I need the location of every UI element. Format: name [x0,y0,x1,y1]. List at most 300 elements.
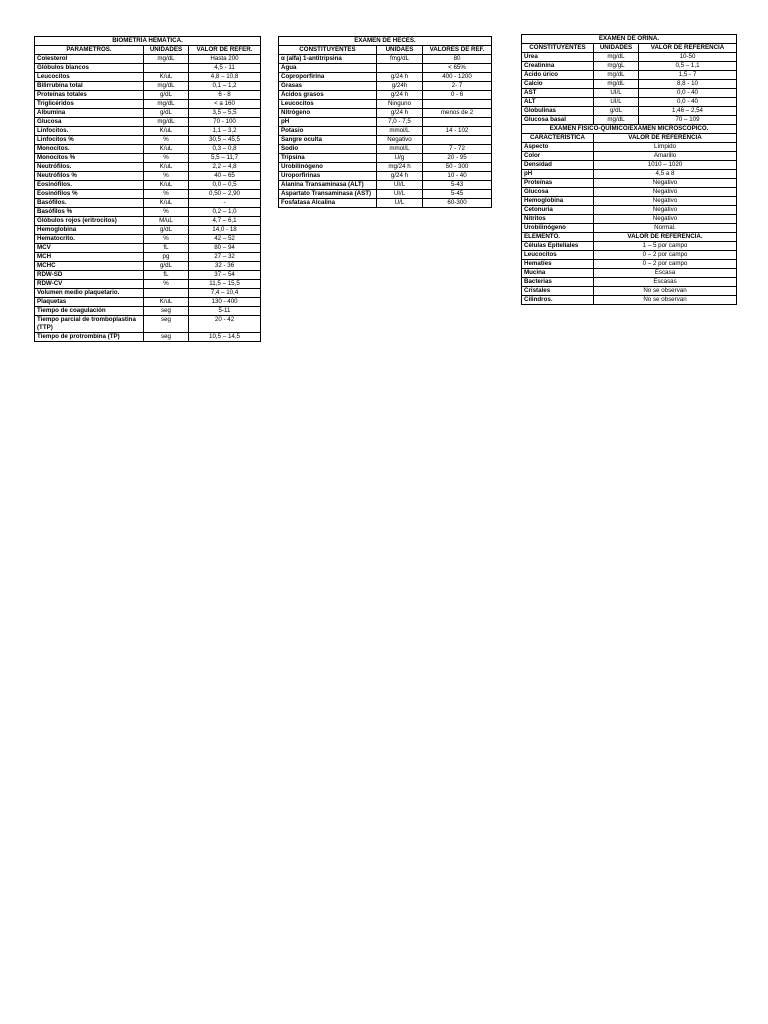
row-label: Hematíes [522,260,594,269]
table-row [35,244,261,253]
column-header: UNIDAES [377,46,423,55]
table-row [35,181,261,190]
row-value: 7 - 72 [423,145,492,154]
row-label: Ácidos grasos [279,91,377,100]
table-row [35,55,261,64]
table-row [522,98,737,107]
row-value: No se observan [594,296,737,305]
row-value: 5-45 [423,190,492,199]
row-value: 0,3 – 0,8 [189,145,261,154]
row-label: Células Epiteliales [522,242,594,251]
table-row [35,136,261,145]
row-label: Hemoglobina [522,197,594,206]
column-header: UNIDADES [144,46,189,55]
row-value: 70 – 109 [639,116,737,125]
table-row [522,206,737,215]
table-row [35,82,261,91]
table-row [279,127,492,136]
table-row [279,100,492,109]
table-row [35,145,261,154]
row-value: menos de 2 [423,109,492,118]
table-row [522,296,737,305]
row-value: 5-11 [189,307,261,316]
row-value: g/24 h [377,172,423,181]
row-label: Alanina Transaminasa (ALT) [279,181,377,190]
row-value: 130 - 400 [189,298,261,307]
row-value: 5,5 – 11,7 [189,154,261,163]
row-label: Basófilos. [35,199,144,208]
row-value: 1 – 5 por campo [594,242,737,251]
row-value: K/uL [144,181,189,190]
table-row [522,161,737,170]
row-value: 0,50 – 2,90 [189,190,261,199]
row-label: Urobilinógeno [279,163,377,172]
table-row [522,80,737,89]
row-value: 70 - 100 [189,118,261,127]
row-value: mg/dL [594,80,639,89]
column-header: VALOR DE REFERENCIA. [594,233,737,242]
row-value: No se observan [594,287,737,296]
table-row [522,215,737,224]
row-value: Negativo [594,188,737,197]
table-row [522,89,737,98]
row-label: Aspartato Transaminasa (AST) [279,190,377,199]
column-header: UNIDADES [594,44,639,53]
row-value [144,289,189,298]
row-value: mg/dL [144,55,189,64]
row-label: Proteínas [522,179,594,188]
examen-heces-table [278,36,492,208]
table-row [35,235,261,244]
table-row [35,109,261,118]
row-label: Glóbulos blancos [35,64,144,73]
row-value: mmol/L [377,127,423,136]
row-value [423,118,492,127]
row-label: Glucosa basal [522,116,594,125]
row-value: mmol/L [377,145,423,154]
row-value: K/uL [144,145,189,154]
row-value: % [144,154,189,163]
row-value: 10 - 40 [423,172,492,181]
row-value: 2,2 – 4,8 [189,163,261,172]
row-label: Monocitos. [35,145,144,154]
table-row [279,109,492,118]
row-value: 0,5 – 1,1 [639,62,737,71]
row-label: Eosinófilos. [35,181,144,190]
row-value: Negativo [594,215,737,224]
row-label: Color [522,152,594,161]
row-label: MCV [35,244,144,253]
row-value [377,64,423,73]
row-value: seg [144,333,189,342]
row-value: 8,8 - 10 [639,80,737,89]
table-row [279,118,492,127]
table-row [35,100,261,109]
row-label: Tiempo de coagulación [35,307,144,316]
row-value: mg/dL [594,116,639,125]
row-value: 37 – 54 [189,271,261,280]
row-value: g/24h [377,82,423,91]
row-value: 7,4 – 10,4 [189,289,261,298]
table-row [35,199,261,208]
row-label: AST [522,89,594,98]
table-row [35,271,261,280]
table-row [35,262,261,271]
row-label: Tripsina [279,154,377,163]
table-row [522,53,737,62]
row-value: < a 160 [189,100,261,109]
table-row [35,190,261,199]
table-row [279,136,492,145]
row-value: U/L [377,199,423,208]
table-row [279,91,492,100]
row-label: Coproporfirina [279,73,377,82]
row-label: Triglicéridos [35,100,144,109]
row-label: RDW-SD [35,271,144,280]
table-body [522,53,737,125]
column-header: PARÁMETROS. [35,46,144,55]
row-label: Proteínas totales [35,91,144,100]
section-title: EXAMEN FÍSICO-QUÍMICO/EXAMEN MICROSCÓPICO. [522,125,737,134]
row-label: Cetonuria [522,206,594,215]
table-row [279,181,492,190]
row-value: fL [144,271,189,280]
row-value: 0 - 6 [423,91,492,100]
row-value: U/g [377,154,423,163]
row-value: seg [144,316,189,333]
row-value: 400 - 1200 [423,73,492,82]
table-row [279,163,492,172]
row-label: Calcio [522,80,594,89]
row-label: Cilindros. [522,296,594,305]
table-row [522,71,737,80]
row-value: 42 – 52 [189,235,261,244]
row-label: Bacterias [522,278,594,287]
row-label: pH [279,118,377,127]
column-header: ELEMENTO. [522,233,594,242]
row-value: Escasas [594,278,737,287]
row-value: 0,2 – 1,0 [189,208,261,217]
row-value: 50 - 300 [423,163,492,172]
row-value: 4,7 – 6,1 [189,217,261,226]
row-value: Normal. [594,224,737,233]
row-value: % [144,235,189,244]
row-value: 0,0 – 0,5 [189,181,261,190]
table-row [35,172,261,181]
table-row [35,163,261,172]
row-label: Leucocitos [35,73,144,82]
row-value: 1010 – 1020 [594,161,737,170]
row-value: UI/L [594,98,639,107]
table-row [35,289,261,298]
table-row [35,226,261,235]
row-value: 80 [423,55,492,64]
row-value: K/uL [144,199,189,208]
row-label: Potasio [279,127,377,136]
table-row [522,179,737,188]
table-row [35,127,261,136]
table-row [35,91,261,100]
column-header: VALORES DE REF. [423,46,492,55]
table-body [522,242,737,305]
row-value: 14 - 102 [423,127,492,136]
row-label: Basófilos % [35,208,144,217]
biometria-hematica-table [34,36,261,342]
row-label: Tiempo parcial de tromboplastina (TTP) [35,316,144,333]
table-row [522,143,737,152]
row-value: Amarillo [594,152,737,161]
row-label: Fosfatasa Alcalina [279,199,377,208]
table-row [35,154,261,163]
row-value: UI/L [377,190,423,199]
row-value: Escasa [594,269,737,278]
row-label: Hematocrito. [35,235,144,244]
table-body [522,143,737,233]
row-value: 4,8 – 10,8 [189,73,261,82]
row-value: 0,0 - 40 [639,98,737,107]
table-row [522,62,737,71]
column-header: VALOR DE REFER. [189,46,261,55]
el-section [522,233,737,242]
table-row [522,260,737,269]
row-value: 3,5 – 5,5 [189,109,261,118]
table-row [279,190,492,199]
row-value: < 65% [423,64,492,73]
table-row [522,152,737,161]
row-label: Nitrógeno [279,109,377,118]
row-label: Eosinófilos % [35,190,144,199]
row-value: K/uL [144,163,189,172]
row-value: 2- 7 [423,82,492,91]
row-value: % [144,208,189,217]
row-label: Densidad [522,161,594,170]
row-label: Urea [522,53,594,62]
table-row [35,118,261,127]
row-value [423,100,492,109]
row-label: Tiempo de protrombina (TP) [35,333,144,342]
row-value: fL [144,244,189,253]
row-value: Ninguno [377,100,423,109]
table-row [522,242,737,251]
table-row [522,287,737,296]
row-value: mg/dL [594,53,639,62]
table-title: EXAMEN DE ORINA. [522,35,737,44]
row-label: Sodio [279,145,377,154]
column-header: CONSTITUYENTES [522,44,594,53]
row-label: pH [522,170,594,179]
table-row [35,64,261,73]
row-value: g/24 h [377,73,423,82]
row-value [144,64,189,73]
row-value: % [144,190,189,199]
row-value: 60-300 [423,199,492,208]
table-row [522,107,737,116]
row-label: Cristales [522,287,594,296]
row-value: K/uL [144,127,189,136]
row-value: mg/gL [594,62,639,71]
row-label: RDW-CV [35,280,144,289]
row-label: α (alfa) 1-antitripsina [279,55,377,64]
row-value: UI/L [377,181,423,190]
row-value: seg [144,307,189,316]
row-label: Glóbulos rojos (eritrocitos) [35,217,144,226]
table-title: BIOMETRÍA HEMÁTICA. [35,37,261,46]
row-label: Agua [279,64,377,73]
table-row [35,333,261,342]
row-label: Neutrófilos % [35,172,144,181]
row-value: 0 – 2 por campo [594,260,737,269]
table-row [279,199,492,208]
row-value: 1,1 – 3,2 [189,127,261,136]
row-value: M/uL [144,217,189,226]
row-value: mg/dL [594,71,639,80]
row-label: Sangre oculta [279,136,377,145]
row-value: g/24 h [377,109,423,118]
row-value: Límpido [594,143,737,152]
row-value: g/dL [144,91,189,100]
table-row [522,269,737,278]
row-label: Hemoglobina [35,226,144,235]
row-value: g/dL [144,262,189,271]
table-row [35,280,261,289]
table-row [35,217,261,226]
table-row [522,188,737,197]
row-label: MCHC [35,262,144,271]
row-value: Negativo [377,136,423,145]
row-value: g/24 h [377,91,423,100]
table-row [522,116,737,125]
row-value: 0 – 2 por campo [594,251,737,260]
row-value: 5-43 [423,181,492,190]
table-row [35,73,261,82]
row-value: 4,5 a 8 [594,170,737,179]
row-label: Uroporfirinas [279,172,377,181]
row-value: mg/dL [144,118,189,127]
row-value: g/dL [144,226,189,235]
row-label: Bilirrubina total [35,82,144,91]
row-value: 0,0 - 40 [639,89,737,98]
table-title: EXAMEN DE HECES. [279,37,492,46]
row-value: 40 – 65 [189,172,261,181]
row-label: Glucosa [522,188,594,197]
row-value: 20 - 95 [423,154,492,163]
row-value [423,136,492,145]
row-value: 1,5 - 7 [639,71,737,80]
row-label: Creatinina [522,62,594,71]
row-value: 10-50 [639,53,737,62]
table-row [35,253,261,262]
row-value: % [144,136,189,145]
row-label: Neutrófilos. [35,163,144,172]
examen-orina-table [521,34,737,305]
table-row [522,197,737,206]
row-value: 1,46 – 2,54 [639,107,737,116]
row-value: 80 – 94 [189,244,261,253]
row-value: Negativo [594,179,737,188]
row-label: ALT [522,98,594,107]
table-row [35,208,261,217]
row-label: Linfocitos % [35,136,144,145]
row-label: Volumen medio plaquetario. [35,289,144,298]
table-row [522,251,737,260]
table-row [35,316,261,333]
row-label: Globulinas [522,107,594,116]
table-row [522,224,737,233]
row-value: 11,5 – 15,5 [189,280,261,289]
row-value: 32 - 36 [189,262,261,271]
row-value: 10,5 – 14,5 [189,333,261,342]
row-label: Monocitos % [35,154,144,163]
row-value: 6 - 8 [189,91,261,100]
table-row [35,307,261,316]
row-value: mg/24 h [377,163,423,172]
row-value: pg [144,253,189,262]
table-row [279,172,492,181]
row-value: 30,5 – 45,5 [189,136,261,145]
row-label: Mucina [522,269,594,278]
row-value: UI/L [594,89,639,98]
row-value: g/dL [594,107,639,116]
row-value: Negativo [594,197,737,206]
row-label: Leucocitos [279,100,377,109]
row-value: 0,1 – 1,2 [189,82,261,91]
table-row [279,55,492,64]
row-value: 14,0 - 18 [189,226,261,235]
table-row [279,145,492,154]
row-label: MCH [35,253,144,262]
row-value: 20 - 42 [189,316,261,333]
row-label: Urobilinógeno [522,224,594,233]
column-header: CARACTERÍSTICA [522,134,594,143]
row-value: Negativo [594,206,737,215]
row-label: Nitritos [522,215,594,224]
row-value: Hasta 200 [189,55,261,64]
row-value: 27 – 32 [189,253,261,262]
row-label: Grasas [279,82,377,91]
row-label: Plaquetas [35,298,144,307]
row-label: Albumina [35,109,144,118]
row-value: mg/dL [144,100,189,109]
row-label: Ácido úrico [522,71,594,80]
column-header: VALOR DE REFERENCIA [639,44,737,53]
table-row [279,154,492,163]
row-label: Leucocitos [522,251,594,260]
row-value: - [189,199,261,208]
row-value: 4,5 - 11 [189,64,261,73]
row-value: mg/dL [144,82,189,91]
row-value: 7,0 - 7,5 [377,118,423,127]
table-row [279,82,492,91]
row-value: g/dL [144,109,189,118]
table-row [522,170,737,179]
row-label: Glucosa [35,118,144,127]
column-header: CONSTITUYENTES [279,46,377,55]
row-label: Linfocitos. [35,127,144,136]
table-row [279,73,492,82]
row-value: K/uL [144,298,189,307]
fq-section [522,125,737,143]
table-body [35,55,261,342]
table-row [522,278,737,287]
table-row [279,64,492,73]
row-label: Colesterol [35,55,144,64]
row-value: fmg/dL [377,55,423,64]
row-value: K/uL [144,73,189,82]
row-value: % [144,172,189,181]
table-row [35,298,261,307]
table-body [279,55,492,208]
row-label: Aspecto [522,143,594,152]
